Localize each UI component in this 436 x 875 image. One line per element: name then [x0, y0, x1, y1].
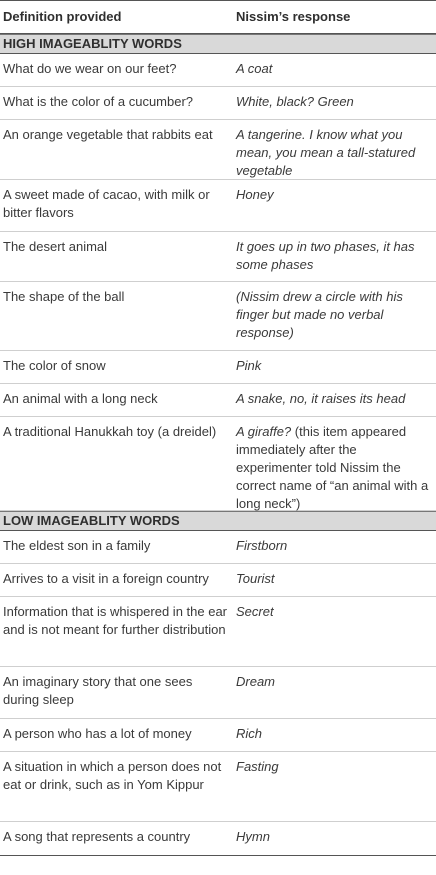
response-text: A tangerine. I know what you mean, you mean a tall-statured vegetable — [236, 127, 416, 178]
definition-cell: What is the color of a cucumber? — [3, 94, 194, 109]
response-text: Hymn — [236, 829, 270, 844]
response-text: Rich — [236, 726, 263, 741]
table-row — [0, 597, 436, 667]
response-text: It goes up in two phases, it has some phases — [236, 239, 415, 272]
table-row — [0, 417, 436, 511]
definition-cell: A situation in which a person does not eat or drink, such as in Yom Kippur — [3, 759, 222, 792]
response-cell — [233, 126, 436, 179]
table-row — [0, 822, 436, 855]
response-cell — [233, 93, 436, 119]
definition-cell: Information that is whispered in the ear and is not meant for further distribution — [3, 604, 228, 637]
response-text: A coat — [236, 61, 273, 76]
definition-cell: The shape of the ball — [3, 289, 125, 304]
definition-cell: An orange vegetable that rabbits eat — [3, 127, 213, 142]
header-response: Nissim’s response — [236, 9, 351, 24]
table-row — [0, 232, 436, 282]
response-text: Firstborn — [236, 538, 288, 553]
definition-cell: What do we wear on our feet? — [3, 61, 177, 76]
section-header-low — [0, 511, 436, 531]
response-text: A snake, no, it raises its head — [236, 391, 406, 406]
response-text: Honey — [236, 187, 274, 202]
definition-cell: A sweet made of cacao, with milk or bitter flavors — [3, 187, 210, 220]
response-cell — [233, 357, 436, 383]
response-cell — [233, 423, 436, 510]
response-cell — [233, 238, 436, 281]
table-row — [0, 531, 436, 564]
section-title: HIGH IMAGEABLITY WORDS — [3, 36, 182, 51]
response-cell — [233, 758, 436, 821]
response-text: White, black? Green — [236, 94, 354, 109]
table-row — [0, 120, 436, 180]
table-header — [0, 1, 436, 34]
definition-cell: Arrives to a visit in a foreign country — [3, 571, 209, 586]
section-header-high — [0, 34, 436, 54]
table-row — [0, 384, 436, 417]
response-cell — [233, 390, 436, 416]
response-cell — [233, 603, 436, 666]
response-cell — [233, 828, 436, 855]
definition-cell: An animal with a long neck — [3, 391, 158, 406]
table-row — [0, 667, 436, 719]
response-cell — [233, 725, 436, 751]
table-row — [0, 180, 436, 232]
definition-cell: The desert animal — [3, 239, 108, 254]
table-row — [0, 564, 436, 597]
definition-cell: A person who has a lot of money — [3, 726, 192, 741]
response-text: Pink — [236, 358, 262, 373]
definition-cell: An imaginary story that one sees during sleep — [3, 674, 193, 707]
table-row — [0, 54, 436, 87]
response-cell — [233, 673, 436, 718]
table-row — [0, 87, 436, 120]
response-text: Tourist — [236, 571, 275, 586]
table-row — [0, 282, 436, 351]
section-title: LOW IMAGEABLITY WORDS — [3, 513, 180, 528]
response-note: (this item appeared immediately after the experimenter told Nissim the correct name of “an animal with a long neck”) — [236, 424, 429, 511]
definition-cell: A song that represents a country — [3, 829, 191, 844]
header-definition: Definition provided — [3, 9, 122, 24]
definition-cell: The color of snow — [3, 358, 106, 373]
table-row — [0, 719, 436, 752]
response-cell — [233, 570, 436, 596]
definition-cell: The eldest son in a family — [3, 538, 151, 553]
response-text: (Nissim drew a circle with his finger but made no verbal response) — [236, 289, 403, 340]
response-cell — [233, 186, 436, 231]
response-cell — [233, 60, 436, 86]
response-text: Secret — [236, 604, 274, 619]
table-row — [0, 752, 436, 822]
response-text: Fasting — [236, 759, 279, 774]
response-cell — [233, 537, 436, 563]
table-row — [0, 351, 436, 384]
response-text: A giraffe? — [236, 424, 292, 439]
response-text: Dream — [236, 674, 276, 689]
definition-cell: A traditional Hanukkah toy (a dreidel) — [3, 424, 217, 439]
response-cell — [233, 288, 436, 350]
